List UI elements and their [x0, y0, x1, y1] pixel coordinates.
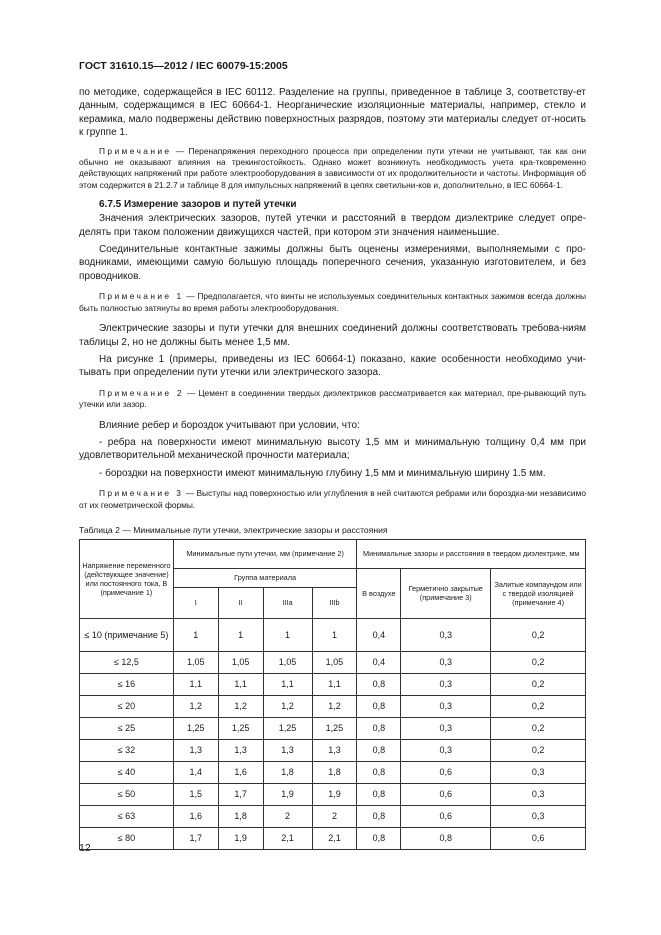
header-sealed: Герметично закрытые (примечание 3) — [401, 568, 491, 618]
cell-voltage: ≤ 20 — [80, 695, 174, 717]
header-creepage: Минимальные пути утечки, мм (примечание 2) — [173, 539, 357, 568]
table-cell: 1,05 — [218, 651, 263, 673]
header-group-iiib: IIIb — [312, 587, 357, 618]
paragraph: Значения электрических зазоров, путей утечки и расстояний в твердом диэлектрике следует опре-делять при таком положении движущихся частей, при котором эти значения наименьшие. — [79, 213, 586, 238]
table-cell: 1,25 — [312, 717, 357, 739]
table-cell: 1,8 — [218, 805, 263, 827]
note — [79, 146, 586, 192]
table-cell: 1,3 — [218, 739, 263, 761]
table-body — [80, 618, 586, 849]
cell-voltage: ≤ 16 — [80, 673, 174, 695]
table-cell: 0,4 — [357, 618, 401, 651]
table-row — [80, 739, 586, 761]
document-page — [79, 60, 586, 850]
table-row — [80, 761, 586, 783]
table-cell: 1,2 — [312, 695, 357, 717]
cell-voltage: ≤ 63 — [80, 805, 174, 827]
table-cell: 1,6 — [218, 761, 263, 783]
table-cell: 2,1 — [263, 827, 312, 849]
table-cell: 0,6 — [491, 827, 586, 849]
table-cell: 1,9 — [263, 783, 312, 805]
header-group-ii: II — [218, 587, 263, 618]
section-heading: 6.7.5 Измерение зазоров и путей утечки — [99, 199, 297, 211]
header-voltage: Напряжение переменного (действующее значение) или постоянного тока, В (примечание 1) — [80, 539, 174, 618]
table-cell: 1,4 — [173, 761, 218, 783]
table-cell: 0,8 — [357, 827, 401, 849]
table-cell: 0,6 — [401, 761, 491, 783]
table-cell: 0,2 — [491, 695, 586, 717]
table-cell: 0,8 — [357, 739, 401, 761]
table-row — [80, 805, 586, 827]
note-text: — Предполагается, что винты не используемых соединительных контактных зажимов всегда должны быть полностью затянуты во время работы электрооборудования. — [79, 291, 586, 313]
table-cell: 1,25 — [263, 717, 312, 739]
list-item: - бороздки на поверхности имеют минимальную глубину 1,5 мм и минимальную ширину 1.5 мм. — [99, 467, 546, 479]
table-cell: 1 — [173, 618, 218, 651]
table-row — [80, 783, 586, 805]
table-cell: 0,6 — [401, 783, 491, 805]
table-cell: 0,2 — [491, 739, 586, 761]
table-cell: 1,25 — [173, 717, 218, 739]
table-cell: 1 — [218, 618, 263, 651]
table-cell: 0,3 — [401, 739, 491, 761]
note — [79, 488, 586, 511]
table-cell: 1,1 — [312, 673, 357, 695]
note-label: Примечание 3 — [99, 488, 184, 499]
table-cell: 0,3 — [401, 651, 491, 673]
paragraph: Электрические зазоры и пути утечки для внешних соединений должны соответствовать требова-ниям таблицы 2, но не должны быть менее 1,5 мм. — [79, 323, 586, 348]
table-cell: 0,3 — [491, 805, 586, 827]
table-cell: 1,9 — [218, 827, 263, 849]
table-cell: 2,1 — [312, 827, 357, 849]
paragraph-continuation: по методике, содержащейся в IEC 60112. Разделение на группы, приведенное в таблице 3, соответству-ет данным, содержащимся в IEC 60664-1. Неорганические изоляционные материалы, например, стекло и керамика, мало подвержены действию поверхностных разрядов, поэтому эти материалы следует от-носить к группе 1. — [79, 87, 586, 139]
table-cell: 0,8 — [357, 717, 401, 739]
table-row — [80, 695, 586, 717]
paragraph: На рисунке 1 (примеры, приведены из IEC 60664-1) показано, какие особенности необходимо учи-тывать при определении пути утечки или электрического зазора. — [79, 353, 586, 379]
table-cell: 1,05 — [263, 651, 312, 673]
page-number: 12 — [79, 842, 91, 854]
table-cell: 0,8 — [357, 673, 401, 695]
table-cell: 1,1 — [263, 673, 312, 695]
cell-voltage: ≤ 25 — [80, 717, 174, 739]
header-group-iiia: IIIa — [263, 587, 312, 618]
table-cell: 0,3 — [491, 761, 586, 783]
table-cell: 0,3 — [401, 717, 491, 739]
table-cell: 1,8 — [263, 761, 312, 783]
table-cell: 0,2 — [491, 717, 586, 739]
table-cell: 1 — [312, 618, 357, 651]
table-cell: 1,1 — [173, 673, 218, 695]
table-row — [80, 717, 586, 739]
cell-voltage: ≤ 50 — [80, 783, 174, 805]
table-cell: 0,8 — [401, 827, 491, 849]
document-header: ГОСТ 31610.15—2012 / IEC 60079-15:2005 — [79, 60, 288, 72]
table-cell: 1,3 — [312, 739, 357, 761]
cell-voltage: ≤ 40 — [80, 761, 174, 783]
table-cell: 0,8 — [357, 783, 401, 805]
table-caption: Таблица 2 — Минимальные пути утечки, электрические зазоры и расстояния — [79, 524, 388, 535]
note-text: — Выступы над поверхностью или углубления в ней считаются ребрами или бороздка-ми независимо от их геометрической формы. — [79, 488, 586, 510]
table-cell: 1,2 — [218, 695, 263, 717]
table-cell: 0,8 — [357, 761, 401, 783]
note-label: Примечание 2 — [99, 387, 184, 398]
table-cell: 0,6 — [401, 805, 491, 827]
table-cell: 0,3 — [401, 618, 491, 651]
table-cell: 0,2 — [491, 618, 586, 651]
table-cell: 2 — [263, 805, 312, 827]
table-cell: 1,5 — [173, 783, 218, 805]
table-cell: 0,3 — [401, 673, 491, 695]
header-group-i: I — [173, 587, 218, 618]
table-cell: 1,7 — [218, 783, 263, 805]
table-cell: 1,8 — [312, 761, 357, 783]
table-cell: 0,3 — [401, 695, 491, 717]
note — [79, 291, 586, 314]
clearance-table — [79, 539, 586, 850]
paragraph: Соединительные контактные зажимы должны быть оценены измерениями, выполняемыми с про-водниками, имеющими самую большую площадь поперечного сечения, указанную изготовителем, и без проводников. — [79, 244, 586, 282]
table-cell: 0,4 — [357, 651, 401, 673]
table-cell: 1,25 — [218, 717, 263, 739]
table-cell: 1,7 — [173, 827, 218, 849]
cell-voltage: ≤ 10 (примечание 5) — [80, 618, 174, 651]
table-cell: 1,2 — [263, 695, 312, 717]
table-cell: 1,6 — [173, 805, 218, 827]
table-row — [80, 827, 586, 849]
table-cell: 2 — [312, 805, 357, 827]
header-compound: Залитые компаундом или с твердой изоляцией (примечание 4) — [491, 568, 586, 618]
note — [79, 388, 586, 411]
table-cell: 0,8 — [357, 695, 401, 717]
note-text: — Перенапряжения переходного процесса при определении пути утечки не учитывают, так как они обычно не оказывают влияния на трекингостойкость. Однако может возникнуть необходимость учета кра-тковременно действующих напряжений при работе электрооборудования в зависимости от их продолжительности и частоты. Информация об этом содержится в 21.2.7 и таблице 8 для импульсных напряжений в цепях светильни-ков и, дополнительно, в IEC 60664-1. — [79, 145, 586, 190]
table-cell: 0,2 — [491, 651, 586, 673]
note-text: — Цемент в соединении твердых диэлектриков рассматривается как материал, пре-рывающий путь утечки или зазор. — [79, 387, 587, 410]
table-row — [80, 618, 586, 651]
table-cell: 1,05 — [173, 651, 218, 673]
table-row — [80, 673, 586, 695]
note-label: Примечание — [99, 145, 172, 156]
table-cell: 0,3 — [491, 783, 586, 805]
list-item: - ребра на поверхности имеют минимальную высоту 1,5 мм и минимальную толщину 0,4 мм при удовлетворительной механической прочности материала; — [79, 436, 586, 462]
table-cell: 1,1 — [218, 673, 263, 695]
header-clearance: Минимальные зазоры и расстояния в твердом диэлектрике, мм — [357, 539, 586, 568]
table-cell: 1,2 — [173, 695, 218, 717]
header-material-group: Группа материала — [173, 568, 357, 587]
table-row — [80, 651, 586, 673]
paragraph: Влияние ребер и бороздок учитывают при условии, что: — [99, 419, 360, 431]
cell-voltage: ≤ 32 — [80, 739, 174, 761]
note-label: Примечание 1 — [99, 291, 184, 302]
table-cell: 1,3 — [173, 739, 218, 761]
table-cell: 0,2 — [491, 673, 586, 695]
cell-voltage: ≤ 12,5 — [80, 651, 174, 673]
table-cell: 1,05 — [312, 651, 357, 673]
table-cell: 1 — [263, 618, 312, 651]
header-in-air: В воздухе — [357, 568, 401, 618]
table-cell: 0,8 — [357, 805, 401, 827]
cell-voltage: ≤ 80 — [80, 827, 174, 849]
table-cell: 1,9 — [312, 783, 357, 805]
table-cell: 1,3 — [263, 739, 312, 761]
